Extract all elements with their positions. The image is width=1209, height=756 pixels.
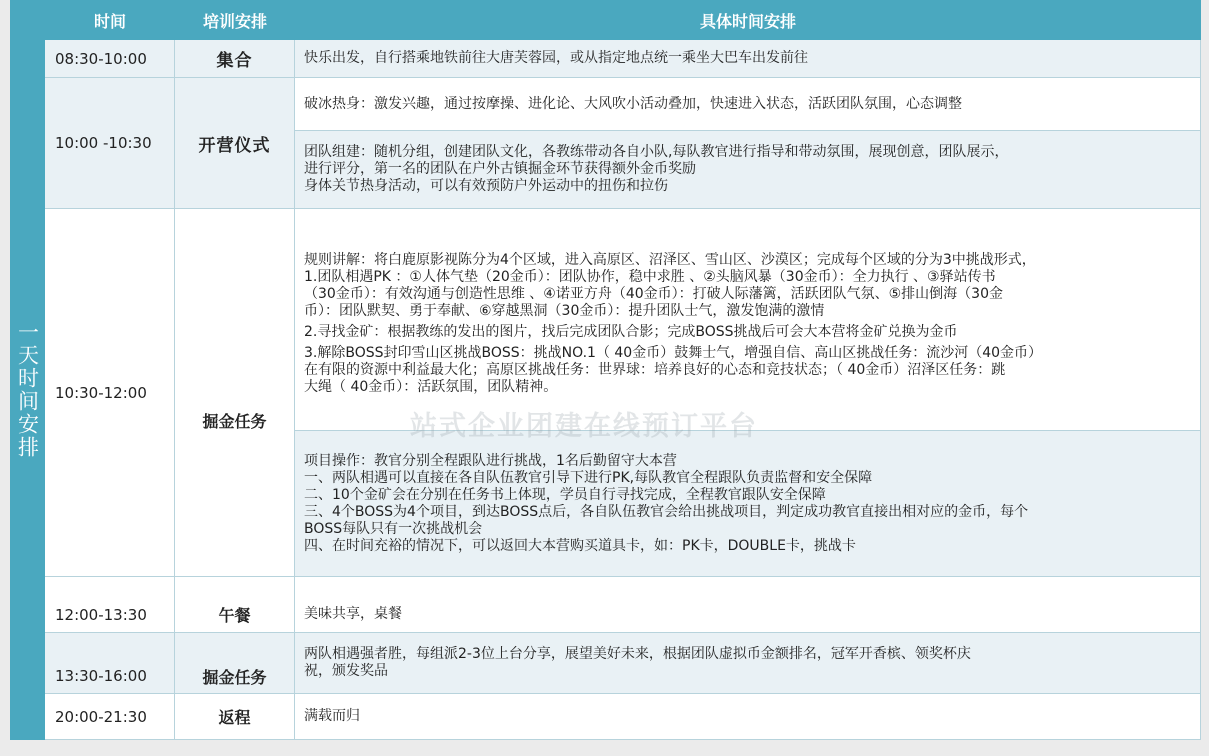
detail-line: 二、10个金矿会在分别在任务书上体现，学员自行寻找完成，全程教官跟队安全保障 — [304, 486, 826, 503]
row-detail — [295, 40, 1201, 78]
detail-line: 祝，颁发奖品 — [304, 663, 388, 679]
detail-line: 满载而归 — [304, 708, 360, 724]
detail-line: 2.寻找金矿：根据教练的发出的图片，找后完成团队合影；完成BOSS挑战后可会大本营将金矿兑换为金币 — [304, 324, 958, 340]
detail-line: 大绳（ 40金币）：活跃氛围，团队精神。 — [304, 379, 558, 395]
detail-line: （30金币）：有效沟通与创造性思维 、④诺亚方舟（40金币）：打破人际藩篱，活跃团队气氛、⑤排山倒海（30金 — [304, 286, 1003, 302]
detail-line: 在有限的资源中利益最大化；高原区挑战任务：世界球：培养良好的心态和竞技状态；（ 40金币）沼泽区任务：跳 — [304, 362, 1006, 378]
row-detail — [295, 633, 1201, 694]
detail-line: 团队组建：随机分组，创建团队文化，各教练带动各自小队,每队教官进行指导和带动氛围，展现创意，团队展示， — [304, 144, 1009, 160]
detail-line: 破冰热身：激发兴趣，通过按摩操、进化论、大风吹小活动叠加，快速进入状态，活跃团队氛围，心态调整 — [304, 95, 962, 112]
detail-line: 四、在时间充裕的情况下，可以返回大本营购买道具卡，如：PK卡，DOUBLE卡，挑战卡 — [304, 537, 856, 554]
header-time: 时间 — [45, 0, 175, 40]
row-activity: 集合 — [175, 40, 295, 78]
row-detail-block — [295, 209, 1201, 431]
row-time: 10:00 -10:30 — [45, 78, 175, 209]
detail-line: 1.团队相遇PK ：①人体气垫（20金币）：团队协作，稳中求胜 、②头脑风暴（30金币）：全力执行 、③驿站传书 — [304, 269, 996, 285]
header-detail: 具体时间安排 — [295, 0, 1201, 40]
side-label-text: 一天时间安排 — [15, 321, 40, 459]
row-time: 10:30-12:00 — [45, 209, 175, 577]
detail-line: 美味共享，桌餐 — [304, 606, 402, 622]
row-time: 13:30-16:00 — [45, 633, 175, 694]
detail-line: 规则讲解：将白鹿原影视陈分为4个区域，进入高原区、沼泽区、雪山区、沙漠区；完成每个区域的分为3中挑战形式， — [304, 252, 1036, 268]
row-time: 20:00-21:30 — [45, 694, 175, 740]
row-time: 12:00-13:30 — [45, 577, 175, 633]
row-time: 08:30-10:00 — [45, 40, 175, 78]
row-detail-block — [295, 431, 1201, 577]
row-activity: 午餐 — [175, 577, 295, 633]
side-label — [10, 40, 45, 740]
row-detail-block — [295, 78, 1201, 131]
detail-line: 身体关节热身活动，可以有效预防户外运动中的扭伤和拉伤 — [304, 178, 668, 194]
row-activity: 掘金任务 — [175, 633, 295, 694]
row-detail-block — [295, 131, 1201, 209]
detail-line: 一、两队相遇可以直接在各自队伍教官引导下进行PK,每队教官全程跟队负责监督和安全保障 — [304, 469, 873, 486]
detail-line: 币）：团队默契、勇于奉献、⑥穿越黑洞（30金币）：提升团队士气，激发饱满的激情 — [304, 303, 825, 319]
detail-line: 三、4个BOSS为4个项目，到达BOSS点后，各自队伍教官会给出挑战项目，判定成功教官直接出相对应的金币，每个 — [304, 503, 1029, 520]
row-detail — [295, 694, 1201, 740]
row-activity: 开营仪式 — [175, 78, 295, 209]
header-arrangement: 培训安排 — [175, 0, 295, 40]
row-activity: 掘金任务 — [175, 209, 295, 577]
detail-line: 两队相遇强者胜，每组派2-3位上台分享，展望美好未来，根据团队虚拟币金额排名，冠军开香槟、领奖杯庆 — [304, 646, 971, 662]
detail-line: 快乐出发，自行搭乘地铁前往大唐芙蓉园，或从指定地点统一乘坐大巴车出发前往 — [304, 50, 808, 66]
detail-line: 进行评分，第一名的团队在户外古镇掘金环节获得额外金币奖励 — [304, 161, 696, 177]
row-detail — [295, 577, 1201, 633]
header-corner — [10, 0, 45, 40]
schedule-table — [10, 0, 1201, 740]
detail-line: 3.解除BOSS封印雪山区挑战BOSS：挑战NO.1（ 40金币）鼓舞士气，增强自信、高山区挑战任务：流沙河（40金币） — [304, 345, 1043, 361]
detail-line: 项目操作：教官分别全程跟队进行挑战，1名后勤留守大本营 — [304, 452, 677, 469]
detail-line: BOSS每队只有一次挑战机会 — [304, 520, 483, 537]
row-activity: 返程 — [175, 694, 295, 740]
watermark-text: 站式企业团建在线预订平台 — [410, 411, 758, 442]
